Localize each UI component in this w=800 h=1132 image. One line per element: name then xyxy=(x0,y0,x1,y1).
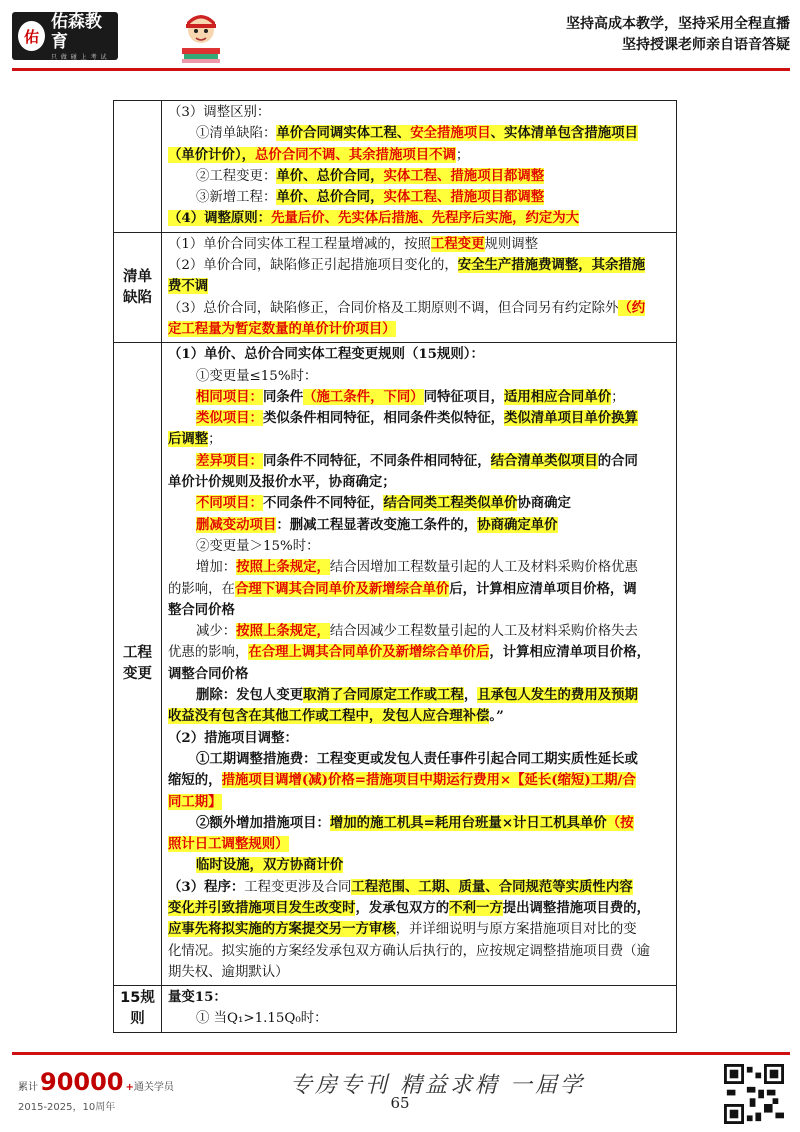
row-content xyxy=(162,986,676,1032)
logo-mark-icon: 佑 xyxy=(18,21,45,51)
stats-plus: + xyxy=(125,1082,134,1093)
text-line: （2）措施项目调整： xyxy=(168,729,298,746)
text-line: 调整合同价格 xyxy=(168,665,249,682)
text-line: ②变更量＞15%时： xyxy=(196,538,320,554)
stats-number: 90000 xyxy=(40,1068,124,1096)
text-line: （1）单价合同实体工程工程量增减的，按照工程变更规则调整 xyxy=(168,235,539,252)
row-content xyxy=(162,233,676,342)
text-line: （单价计价），总价合同不调、其余措施项目不调； xyxy=(168,146,470,163)
text-line: 删减变动项目：删减工程显著改变施工条件的，协商确定单价 xyxy=(196,516,558,533)
text-line: 增加：按照上条规定，结合因增加工程数量引起的人工及材料采购价格优惠 xyxy=(196,559,638,576)
text-line: 量变15： xyxy=(168,989,227,1006)
text-line: 变化并引致措施项目发生改变时，发承包双方的不利一方提出调整措施项目费的， xyxy=(168,899,651,916)
text-line: 化情况。拟实施的方案经发承包双方确认后执行的，应按规定调整措施项目费（逾 xyxy=(168,943,651,959)
stats-suffix: 通关学员 xyxy=(133,1082,174,1093)
text-line: 差异项目：同条件不同特征，不同条件相同特征，结合清单类似项目的合同 xyxy=(196,452,638,469)
text-line: ②额外增加措施项目：增加的施工机具=耗用台班量×计日工机具单价（按 xyxy=(196,814,634,831)
text-line: 费不调 xyxy=(168,278,209,295)
text-line: 临时设施，双方协商计价 xyxy=(196,857,344,874)
text-line: （3）总价合同，缺陷修正，合同价格及工期原则不调，但合同另有约定除外（约 xyxy=(168,299,646,316)
text-line: 不同项目：不同条件不同特征，结合同类工程类似单价协商确定 xyxy=(196,495,571,512)
text-line: ②工程变更：单价、总价合同，实体工程、措施项目都调整 xyxy=(196,167,545,184)
table-row xyxy=(114,232,676,342)
text-line: 后调整； xyxy=(168,431,222,448)
row-label: 清单 缺陷 xyxy=(114,233,162,342)
text-line: ①清单缺陷：单价合同调实体工程、安全措施项目、实体清单包含措施项目 xyxy=(196,125,638,142)
text-line: 收益没有包含在其他工作或工程中，发包人应合理补偿。” xyxy=(168,708,504,725)
header-slogan-2: 坚持授课老师亲自语音答疑 xyxy=(622,37,790,53)
text-line: 同工期】 xyxy=(168,793,222,810)
text-line: 定工程量为暂定数量的单价计价项目） xyxy=(168,320,396,337)
text-line: （2）单价合同，缺陷修正引起措施项目变化的，安全生产措施费调整，其余措施 xyxy=(168,257,646,274)
text-line: 相同项目：同条件（施工条件，下同）同特征项目，适用相应合同单价； xyxy=(196,388,625,405)
row-content xyxy=(162,343,676,985)
brand-logo xyxy=(12,12,118,60)
row-content xyxy=(162,101,676,232)
text-line: 的影响，在合理下调其合同单价及新增综合单价后，计算相应清单项目价格，调 xyxy=(168,580,637,597)
text-line: （3）调整区别： xyxy=(168,105,271,120)
text-line: 缩短的，措施项目调增(减)价格=措施项目中期运行费用×【延长(缩短)工期/合 xyxy=(168,772,636,789)
text-line: ①工期调整措施费：工程变更或发包人责任事件引起合同工期实质性延长或 xyxy=(196,750,638,767)
text-line: 优惠的影响，在合理上调其合同单价及新增综合单价后，计算相应清单项目价格， xyxy=(168,644,651,661)
logo-slogan: 只 做 碰 上 考 试 xyxy=(50,53,108,61)
text-line: （1）单价、总价合同实体工程变更规则（15规则）： xyxy=(168,346,484,363)
mascot-icon xyxy=(176,8,226,64)
text-line: 减少：按照上条规定，结合因减少工程数量引起的人工及材料采购价格失去 xyxy=(196,623,638,640)
header-slogan-1: 坚持高成本教学，坚持采用全程直播 xyxy=(566,16,790,32)
row-label: 工程 变更 xyxy=(114,343,162,985)
footer-divider xyxy=(12,1052,790,1055)
stats-years: 2015-2025，10周年 xyxy=(18,1102,116,1113)
page-header xyxy=(0,0,800,72)
table-row xyxy=(114,101,676,232)
table-row xyxy=(114,985,676,1032)
page-number: 65 xyxy=(390,1094,410,1112)
row-label: 15规 则 xyxy=(114,986,162,1032)
footer-slogan: 专房专刊 精益求精 一届学 xyxy=(290,1073,585,1098)
text-line: ①变更量≤15%时： xyxy=(196,368,318,384)
header-divider xyxy=(12,68,790,71)
stats-prefix: 累计 xyxy=(18,1082,38,1093)
content-table xyxy=(113,100,677,1033)
text-line: ③新增工程：单价、总价合同，实体工程、措施项目都调整 xyxy=(196,189,545,206)
text-line: （3）程序：工程变更涉及合同工程范围、工期、质量、合同规范等实质性内容 xyxy=(168,878,633,895)
text-line: 整合同价格 xyxy=(168,601,235,618)
text-line: 单价计价规则及报价水平，协商确定； xyxy=(168,474,396,491)
text-line: （4）调整原则：先量后价、先实体后措施、先程序后实施，约定为大 xyxy=(168,210,580,227)
logo-name: 佑森教育 xyxy=(50,11,102,52)
text-line: 删除：发包人变更取消了合同原定工作或工程，且承包人发生的费用及预期 xyxy=(196,687,638,704)
text-line: ① 当Q₁>1.15Q₀时： xyxy=(196,1011,328,1027)
row-label xyxy=(114,101,162,232)
qr-code-icon xyxy=(724,1064,784,1124)
text-line: 类似项目：类似条件相同特征，相同条件类似特征，类似清单项目单价换算 xyxy=(196,410,638,427)
text-line: 期失权、逾期默认） xyxy=(168,964,289,980)
text-line: 照计日工调整规则） xyxy=(168,836,289,853)
text-line: 应事先将拟实施的方案提交另一方审核，并详细说明与原方案措施项目对比的变 xyxy=(168,921,637,938)
table-row xyxy=(114,342,676,985)
